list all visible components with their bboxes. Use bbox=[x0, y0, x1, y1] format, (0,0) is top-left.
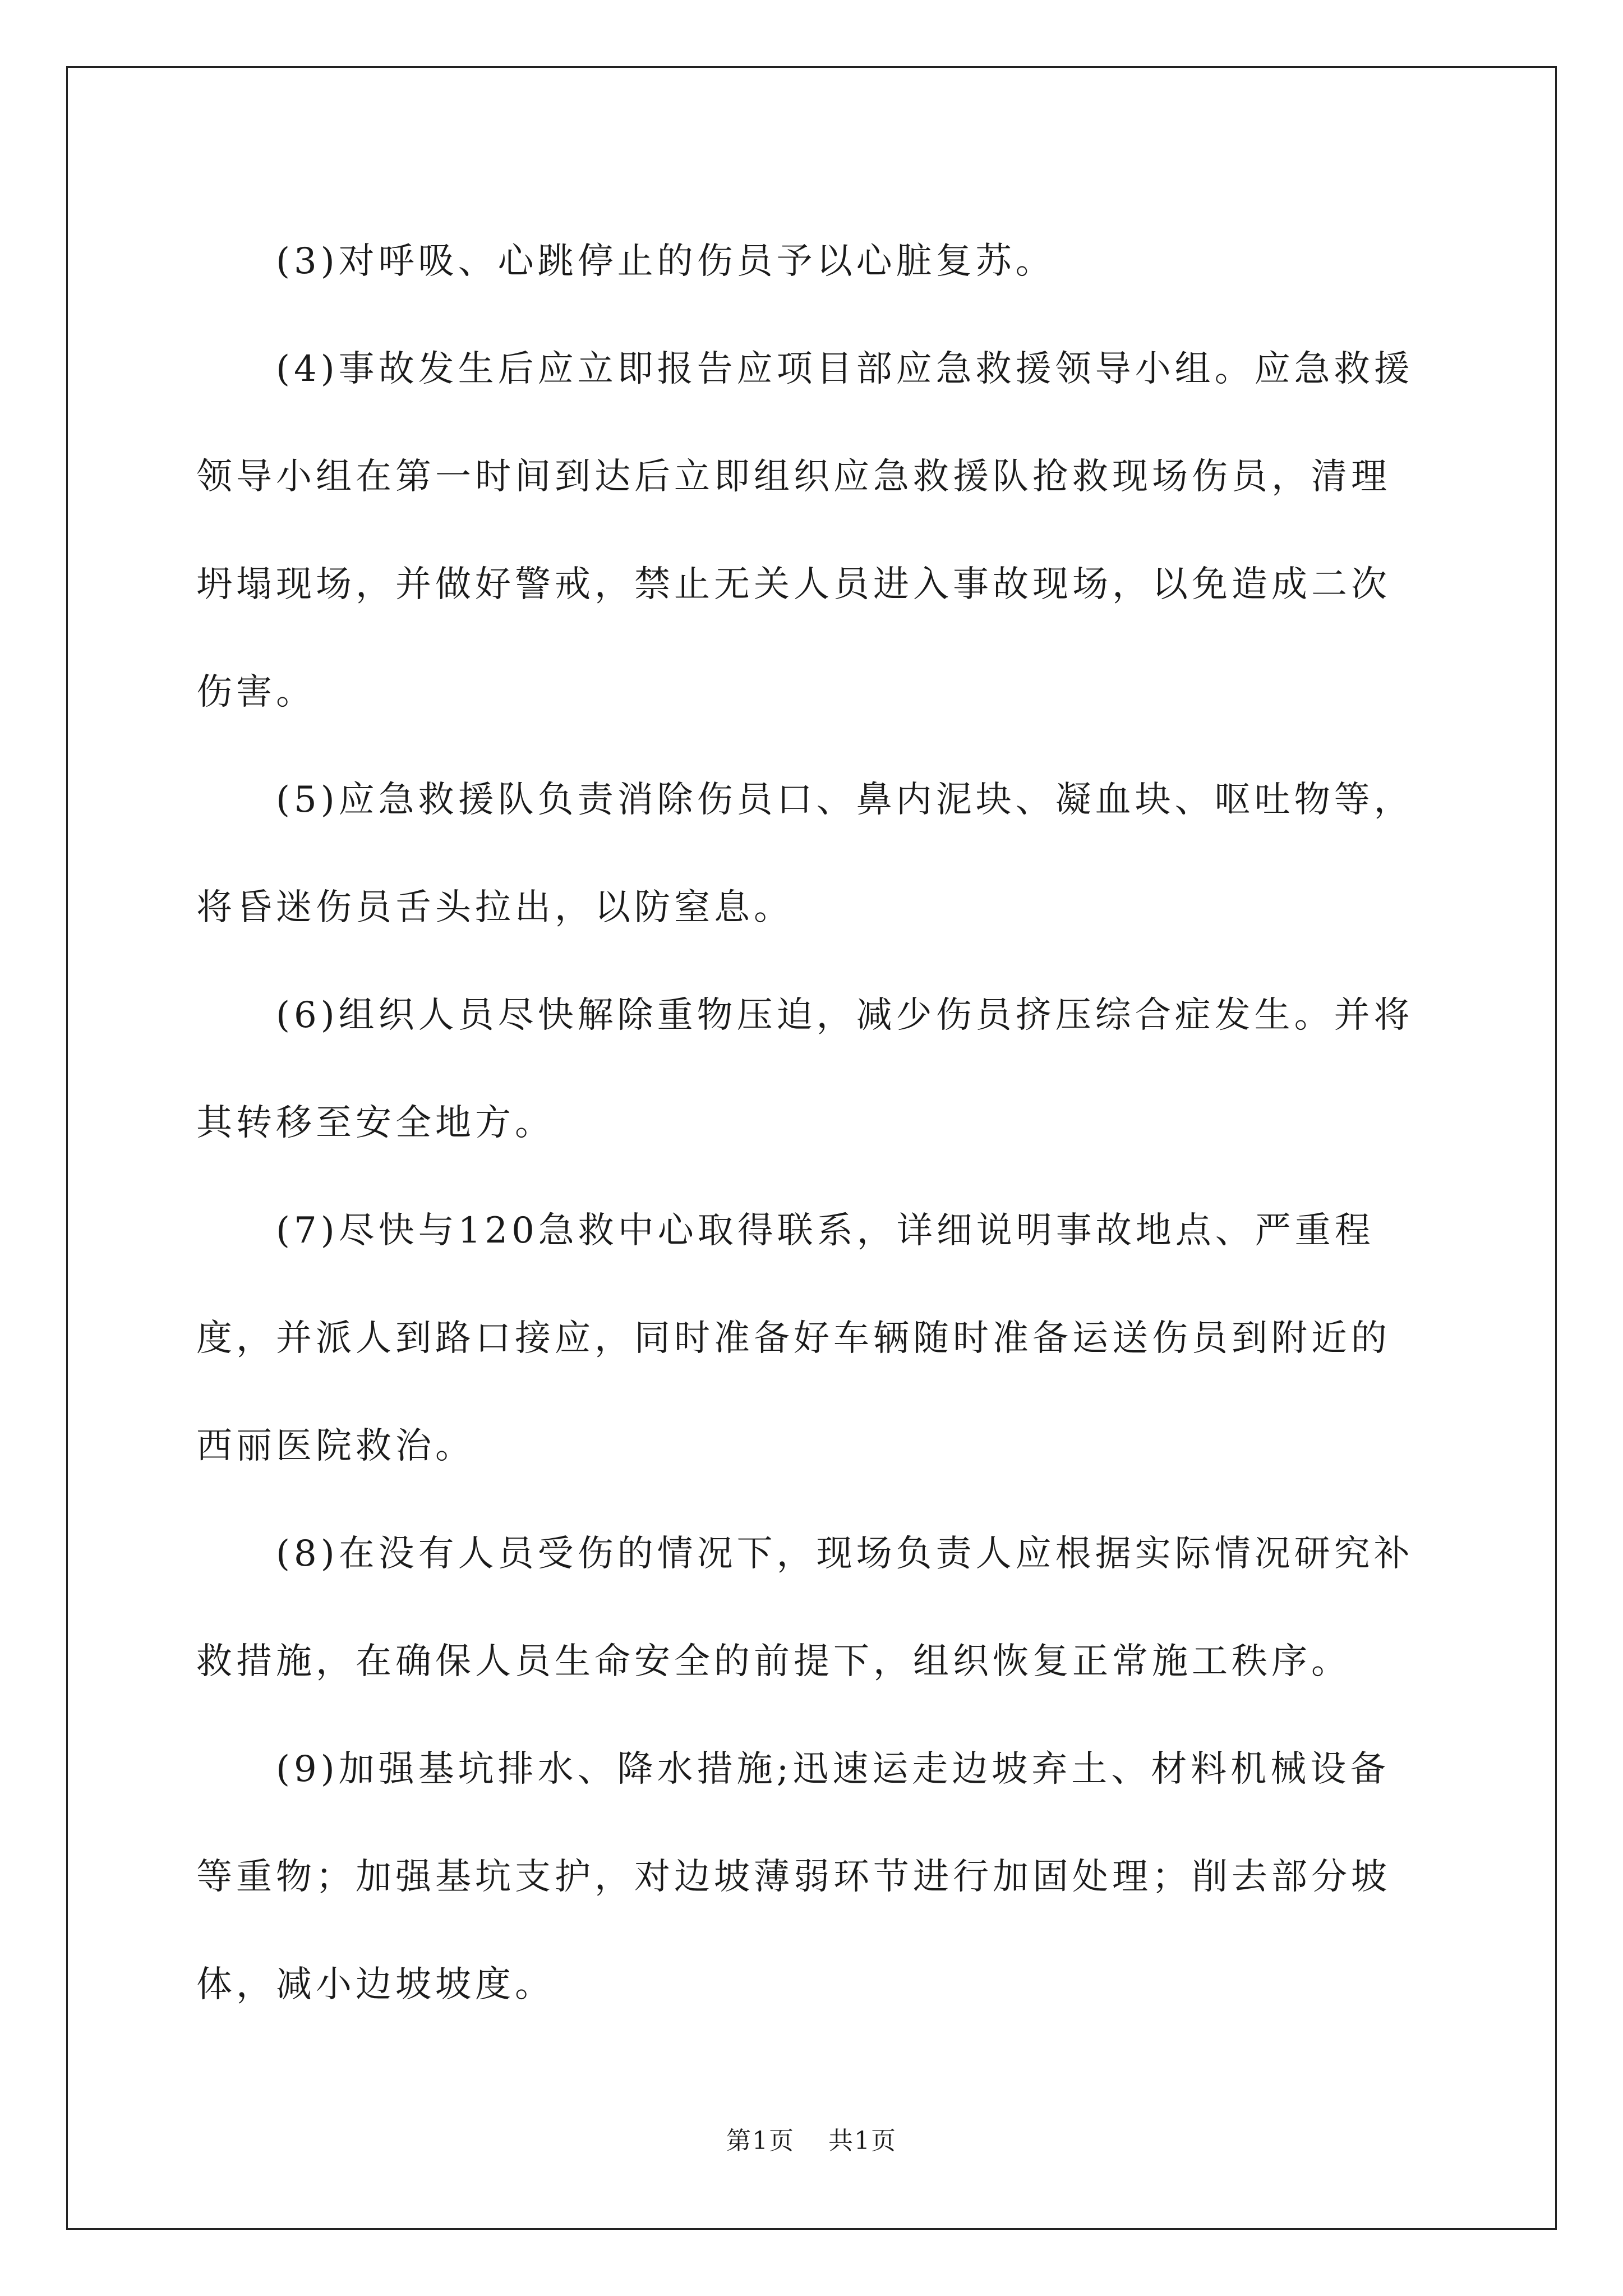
paragraph-9: (9)加强基坑排水、降水措施;迅速运走边坡弃土、材料机械设备等重物；加强基坑支护，对边坡薄弱环节进行加固处理；削去部分坡体，减小边坡坡度。 bbox=[196, 1749, 1391, 2005]
document-body bbox=[196, 208, 1427, 2039]
page-total: 共1页 bbox=[828, 2127, 897, 2155]
paragraph-7: (7)尽快与120急救中心取得联系，详细说明事故地点、严重程度，并派人到路口接应，同时准备好车辆随时准备运送伤员到附近的西丽医院救治。 bbox=[196, 1210, 1391, 1467]
page-number: 第1页 bbox=[726, 2127, 795, 2155]
paragraph-5: (5)应急救援队负责消除伤员口、鼻内泥块、凝血块、呕吐物等，将昏迷伤员舌头拉出，以防窒息。 bbox=[196, 779, 1414, 928]
paragraph-3: (3)对呼吸、心跳停止的伤员予以心脏复苏。 bbox=[276, 241, 1055, 282]
page-footer bbox=[0, 2120, 1623, 2156]
paragraph-6: (6)组织人员尽快解除重物压迫，减少伤员挤压综合症发生。并将其转移至安全地方。 bbox=[196, 995, 1414, 1144]
paragraph-4: (4)事故发生后应立即报告应项目部应急救援领导小组。应急救援领导小组在第一时间到达后立即组织应急救援队抢救现场伤员，清理坍塌现场，并做好警戒，禁止无关人员进入事故现场，以免造成二次伤害。 bbox=[196, 348, 1414, 713]
paragraph-8: (8)在没有人员受伤的情况下，现场负责人应根据实际情况研究补救措施，在确保人员生命安全的前提下，组织恢复正常施工秩序。 bbox=[196, 1533, 1414, 1682]
